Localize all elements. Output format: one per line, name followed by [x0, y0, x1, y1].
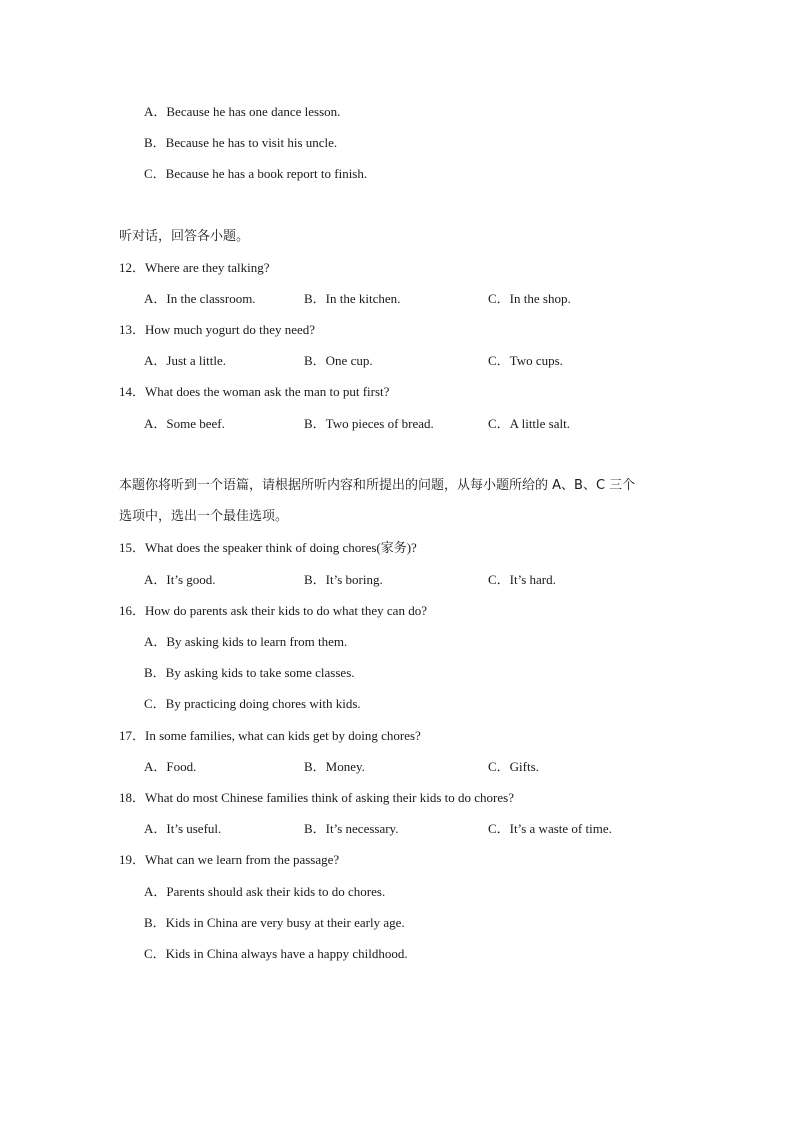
question-14-options	[144, 415, 704, 433]
question-13-options	[144, 352, 704, 370]
section3-instruction-line2: 选项中，选出一个最佳选项。	[119, 509, 289, 524]
question-19-option-b	[144, 914, 704, 932]
option-c: C．It’s a waste of time.	[488, 821, 612, 836]
question-14-stem: 14．What does the woman ask the man to put first?	[119, 384, 390, 399]
question-17-options	[144, 758, 704, 776]
option-a: A．Some beef.	[144, 416, 225, 431]
question-18-stem: 18．What do most Chinese families think of asking their kids to do chores?	[119, 790, 514, 805]
option-b: B．In the kitchen.	[304, 291, 401, 306]
prev-option-b	[144, 134, 704, 152]
option-b: B．Money.	[304, 759, 365, 774]
question-16-option-b	[144, 664, 704, 682]
section2-instruction: 听对话，回答各小题。	[119, 229, 250, 244]
option-b: B．Kids in China are very busy at their early age.	[144, 915, 405, 930]
question-16-option-a	[144, 633, 704, 651]
question-19-stem: 19．What can we learn from the passage?	[119, 852, 340, 867]
option-c: C．Kids in China always have a happy childhood.	[144, 946, 408, 961]
option-a: A．It’s useful.	[144, 821, 222, 836]
option-b: B．It’s necessary.	[304, 821, 399, 836]
option-b: B．Two pieces of bread.	[304, 416, 434, 431]
option-c: C．Two cups.	[488, 353, 563, 368]
question-16-stem: 16．How do parents ask their kids to do what they can do?	[119, 603, 427, 618]
option-c: C．By practicing doing chores with kids.	[144, 696, 361, 711]
option-b: B．One cup.	[304, 353, 373, 368]
question-15-options	[144, 571, 704, 589]
prev-option-a	[144, 103, 704, 121]
option-text: A．Because he has one dance lesson.	[144, 104, 341, 119]
option-text: C．Because he has a book report to finish.	[144, 166, 368, 181]
section3-instruction-line1: 本题你将听到一个语篇，请根据所听内容和所提出的问题，从每小题所给的 A、B、C 三个	[119, 478, 636, 493]
question-17-stem: 17．In some families, what can kids get by doing chores?	[119, 728, 421, 743]
option-a: A．It’s good.	[144, 572, 216, 587]
option-c: C．A little salt.	[488, 416, 570, 431]
question-12-options	[144, 290, 704, 308]
question-18-options	[144, 820, 704, 838]
option-b: B．It’s boring.	[304, 572, 383, 587]
option-c: C．In the shop.	[488, 291, 571, 306]
option-a: A．By asking kids to learn from them.	[144, 634, 348, 649]
question-16-option-c	[144, 695, 704, 713]
question-12-stem: 12．Where are they talking?	[119, 260, 270, 275]
option-a: A．In the classroom.	[144, 291, 256, 306]
question-15-stem: 15．What does the speaker think of doing chores(家务)?	[119, 540, 417, 555]
option-c: C．Gifts.	[488, 759, 539, 774]
option-c: C．It’s hard.	[488, 572, 556, 587]
question-19-option-a	[144, 883, 704, 901]
option-a: A．Just a little.	[144, 353, 226, 368]
question-19-option-c	[144, 945, 704, 963]
option-a: A．Food.	[144, 759, 197, 774]
option-a: A．Parents should ask their kids to do chores.	[144, 884, 386, 899]
question-13-stem: 13．How much yogurt do they need?	[119, 322, 316, 337]
option-text: B．Because he has to visit his uncle.	[144, 135, 338, 150]
prev-option-c	[144, 165, 704, 183]
option-b: B．By asking kids to take some classes.	[144, 665, 355, 680]
